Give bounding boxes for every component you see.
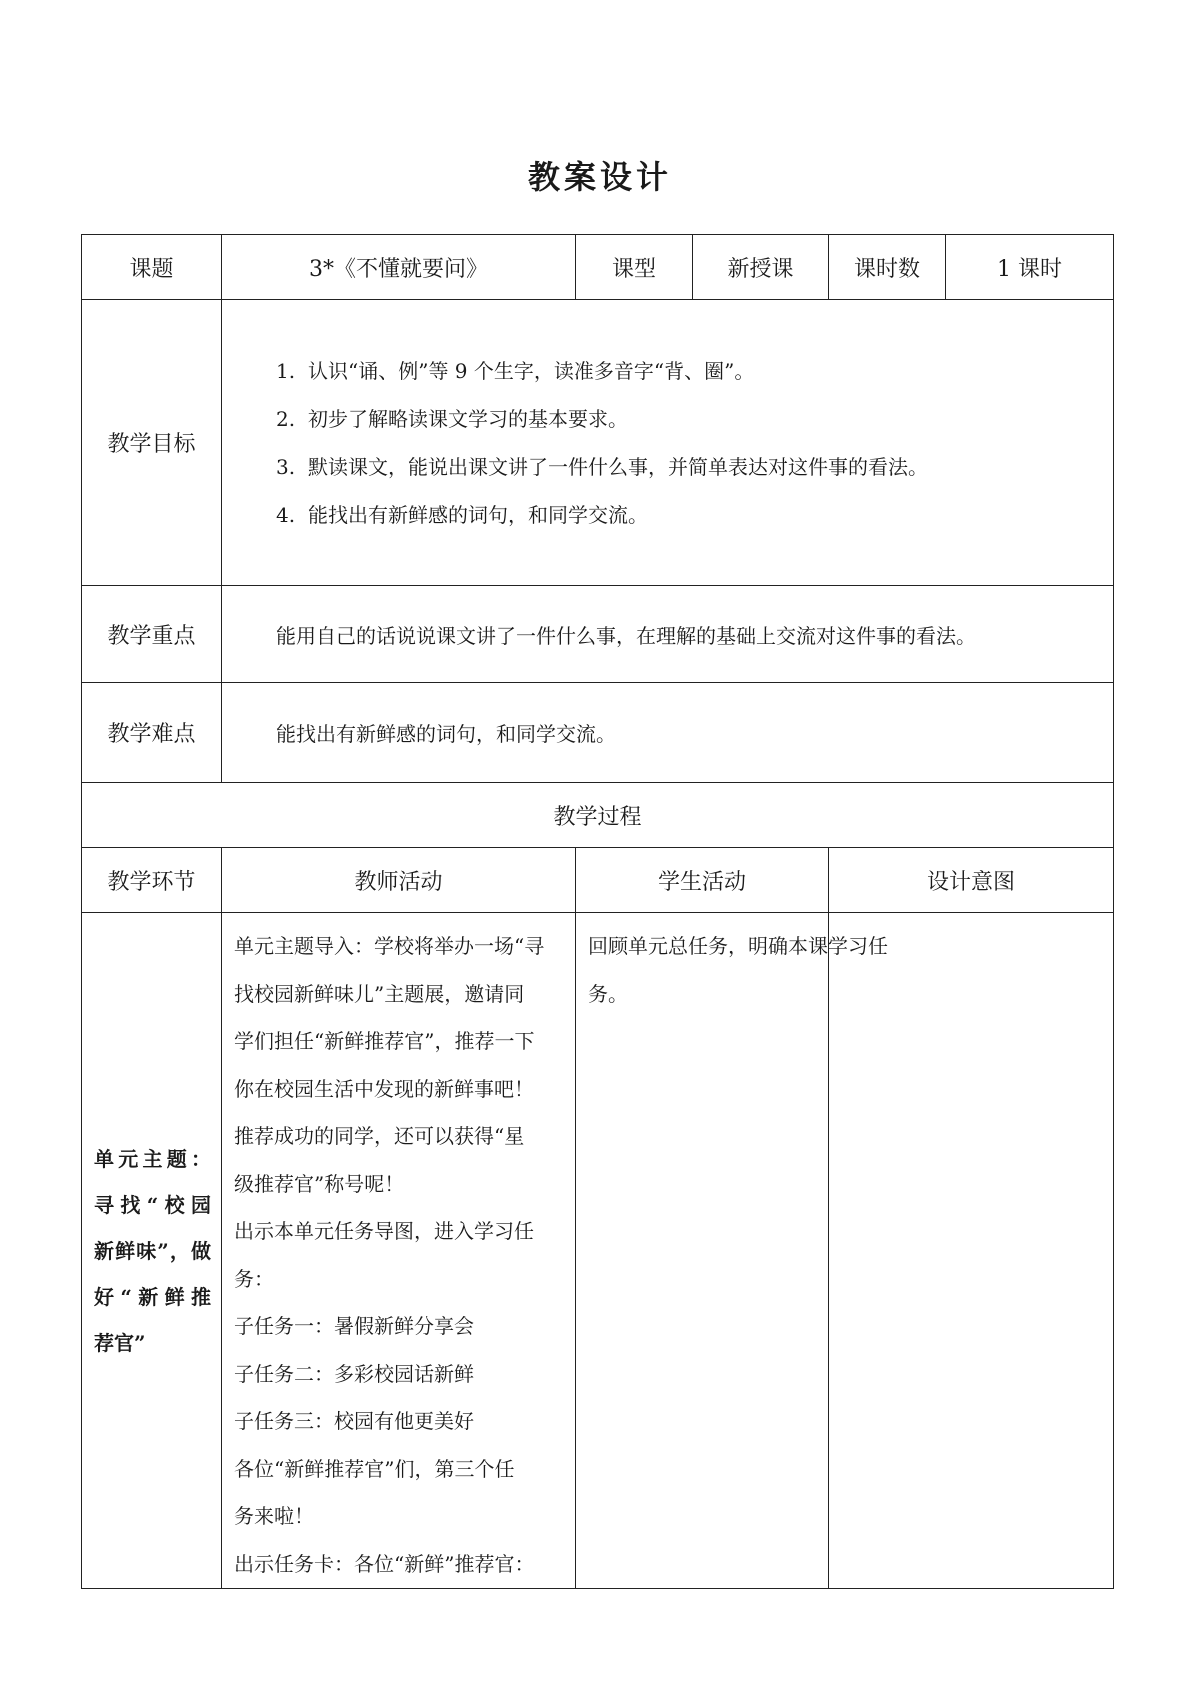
header-section: 教学环节 — [82, 848, 222, 913]
teacher-line: 找校园新鲜味儿”主题展，邀请同 — [234, 981, 525, 1006]
goal-item: 1. 认识“诵、例”等 9 个生字，读准多音字“背、圈”。 — [276, 358, 755, 383]
difficulty-row — [82, 683, 1114, 783]
key-point-text: 能用自己的话说说课文讲了一件什么事，在理解的基础上交流对这件事的看法。 — [222, 586, 1114, 683]
key-point-label: 教学重点 — [82, 586, 222, 683]
goals-label: 教学目标 — [82, 300, 222, 586]
goal-item: 4. 能找出有新鲜感的词句，和同学交流。 — [276, 502, 648, 527]
teacher-line: 推荐成功的同学，还可以获得“星 — [234, 1124, 525, 1148]
teacher-line: 你在校园生活中发现的新鲜事吧！ — [234, 1076, 534, 1101]
design-intent-cell — [829, 913, 1114, 1589]
topic-label: 课题 — [82, 235, 222, 300]
lesson-plan-table — [81, 234, 1114, 1589]
type-value: 新授课 — [693, 235, 829, 300]
difficulty-text: 能找出有新鲜感的词句，和同学交流。 — [222, 683, 1114, 783]
teacher-line: 务来啦！ — [234, 1504, 314, 1528]
section-line: 寻找“校园 — [94, 1192, 211, 1217]
process-header-row — [82, 848, 1114, 913]
topic-value: 3*《不懂就要问》 — [222, 235, 576, 300]
difficulty-label: 教学难点 — [82, 683, 222, 783]
section-line: 单元主题： — [94, 1146, 211, 1171]
hours-label: 课时数 — [829, 235, 946, 300]
teacher-line: 学们担任“新鲜推荐官”，推荐一下 — [234, 1029, 535, 1053]
hours-value: 1 课时 — [946, 235, 1114, 300]
goals-list — [276, 347, 1113, 539]
teacher-line: 子任务三：校园有他更美好 — [234, 1409, 474, 1433]
process-title: 教学过程 — [82, 783, 1114, 848]
teacher-line: 出示本单元任务导图，进入学习任 — [234, 1219, 534, 1243]
goals-row — [82, 300, 1114, 586]
student-line: 务。 — [588, 981, 628, 1006]
type-label: 课型 — [576, 235, 693, 300]
header-student: 学生活动 — [576, 848, 829, 913]
goal-item: 2. 初步了解略读课文学习的基本要求。 — [276, 406, 628, 431]
key-point-row — [82, 586, 1114, 683]
header-intent: 设计意图 — [829, 848, 1114, 913]
student-line: 回顾单元总任务，明确本课学习任 — [588, 934, 888, 958]
teacher-line: 子任务一：暑假新鲜分享会 — [234, 1314, 474, 1338]
section-line: 荐官” — [94, 1330, 146, 1355]
section-line: 新鲜味”，做 — [94, 1238, 211, 1263]
process-row — [82, 913, 1114, 1589]
teacher-line: 出示任务卡：各位“新鲜”推荐官： — [234, 1551, 535, 1576]
page-title: 教案设计 — [527, 158, 672, 196]
header-teacher: 教师活动 — [222, 848, 576, 913]
section-line: 好“新鲜推 — [94, 1284, 211, 1309]
teacher-line: 务： — [234, 1266, 274, 1291]
student-activity-cell — [576, 913, 888, 1589]
goals-content — [222, 300, 1114, 586]
teacher-activity-cell — [222, 913, 576, 1589]
teacher-line: 单元主题导入：学校将举办一场“寻 — [234, 934, 545, 958]
header-row — [82, 235, 1114, 300]
process-title-row — [82, 783, 1114, 848]
section-cell — [82, 913, 222, 1589]
goal-item: 3. 默读课文，能说出课文讲了一件什么事，并简单表达对这件事的看法。 — [276, 454, 928, 479]
teacher-line: 级推荐官”称号呢！ — [234, 1171, 405, 1196]
teacher-line: 各位“新鲜推荐官”们，第三个任 — [234, 1456, 515, 1481]
teacher-line: 子任务二：多彩校园话新鲜 — [234, 1361, 474, 1386]
